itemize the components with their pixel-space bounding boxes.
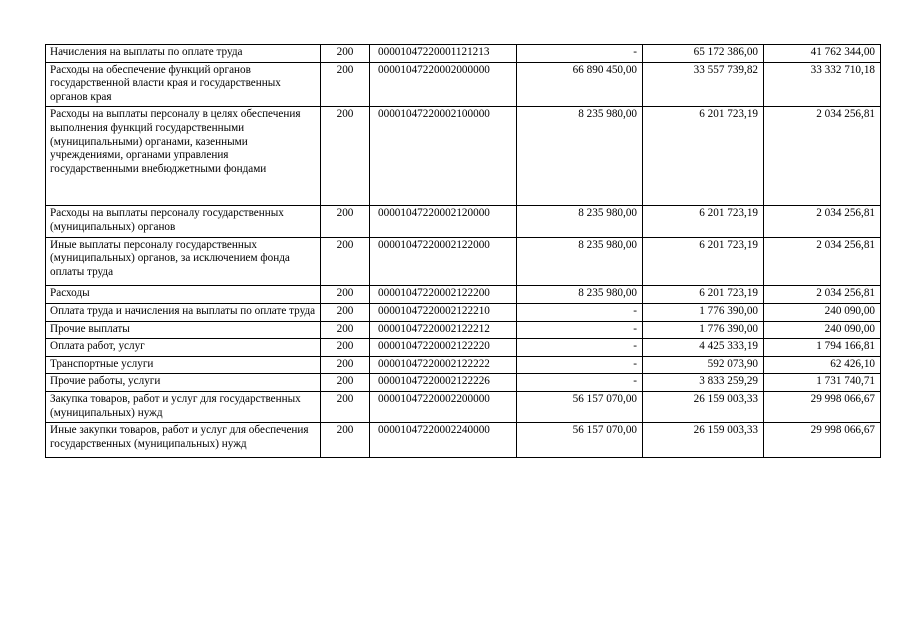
row-budget-code-cell: 00001047220002122212 (370, 321, 517, 339)
row-approved-cell: - (517, 356, 643, 374)
row-approved-cell: - (517, 339, 643, 357)
row-remainder-cell: 41 762 344,00 (764, 45, 881, 63)
table-body (46, 45, 881, 458)
row-name-cell: Иные выплаты персоналу государственных (муниципальных) органов, за исключением фонда оплаты труда (46, 237, 321, 286)
table-row (46, 391, 881, 422)
row-line-code-cell: 200 (321, 321, 370, 339)
table-row (46, 321, 881, 339)
row-approved-cell: - (517, 303, 643, 321)
row-name-cell: Закупка товаров, работ и услуг для государственных (муниципальных) нужд (46, 391, 321, 422)
row-remainder-cell: 2 034 256,81 (764, 286, 881, 304)
row-budget-code-cell: 00001047220001121213 (370, 45, 517, 63)
row-executed-cell: 6 201 723,19 (643, 237, 764, 286)
row-name-cell: Оплата труда и начисления на выплаты по оплате труда (46, 303, 321, 321)
row-executed-cell: 33 557 739,82 (643, 62, 764, 107)
row-executed-cell: 26 159 003,33 (643, 423, 764, 458)
row-budget-code-cell: 00001047220002122200 (370, 286, 517, 304)
row-line-code-cell: 200 (321, 423, 370, 458)
row-line-code-cell: 200 (321, 339, 370, 357)
row-approved-cell: 8 235 980,00 (517, 107, 643, 206)
row-executed-cell: 3 833 259,29 (643, 374, 764, 392)
row-line-code-cell: 200 (321, 391, 370, 422)
row-remainder-cell: 62 426,10 (764, 356, 881, 374)
row-line-code-cell: 200 (321, 374, 370, 392)
row-budget-code-cell: 00001047220002000000 (370, 62, 517, 107)
row-line-code-cell: 200 (321, 286, 370, 304)
row-budget-code-cell: 00001047220002122000 (370, 237, 517, 286)
row-remainder-cell: 2 034 256,81 (764, 237, 881, 286)
row-name-cell: Расходы на выплаты персоналу в целях обеспечения выполнения функций государственными (муниципальными) органами, казенными учреждениями, органами управления государственными внебюджетными фондами (46, 107, 321, 206)
table-row (46, 423, 881, 458)
row-name-cell: Оплата работ, услуг (46, 339, 321, 357)
row-name-cell: Прочие работы, услуги (46, 374, 321, 392)
table-row (46, 237, 881, 286)
row-budget-code-cell: 00001047220002122222 (370, 356, 517, 374)
row-remainder-cell: 1 731 740,71 (764, 374, 881, 392)
row-line-code-cell: 200 (321, 303, 370, 321)
row-line-code-cell: 200 (321, 237, 370, 286)
row-remainder-cell: 1 794 166,81 (764, 339, 881, 357)
table-row (46, 286, 881, 304)
row-budget-code-cell: 00001047220002200000 (370, 391, 517, 422)
table-row (46, 356, 881, 374)
row-budget-code-cell: 00001047220002240000 (370, 423, 517, 458)
row-budget-code-cell: 00001047220002122210 (370, 303, 517, 321)
row-approved-cell: 66 890 450,00 (517, 62, 643, 107)
table-row (46, 62, 881, 107)
row-name-cell: Транспортные услуги (46, 356, 321, 374)
row-name-cell: Иные закупки товаров, работ и услуг для обеспечения государственных (муниципальных) нужд (46, 423, 321, 458)
row-name-cell: Начисления на выплаты по оплате труда (46, 45, 321, 63)
table-row (46, 374, 881, 392)
table-row (46, 107, 881, 206)
row-line-code-cell: 200 (321, 206, 370, 237)
row-approved-cell: - (517, 374, 643, 392)
row-name-cell: Прочие выплаты (46, 321, 321, 339)
table-row (46, 303, 881, 321)
table-row (46, 45, 881, 63)
row-line-code-cell: 200 (321, 45, 370, 63)
row-budget-code-cell: 00001047220002122220 (370, 339, 517, 357)
row-approved-cell: - (517, 45, 643, 63)
row-name-cell: Расходы на выплаты персоналу государственных (муниципальных) органов (46, 206, 321, 237)
row-name-cell: Расходы (46, 286, 321, 304)
row-remainder-cell: 2 034 256,81 (764, 206, 881, 237)
row-budget-code-cell: 00001047220002120000 (370, 206, 517, 237)
row-approved-cell: 8 235 980,00 (517, 237, 643, 286)
row-executed-cell: 1 776 390,00 (643, 321, 764, 339)
row-executed-cell: 6 201 723,19 (643, 286, 764, 304)
table-row (46, 339, 881, 357)
row-line-code-cell: 200 (321, 356, 370, 374)
row-remainder-cell: 33 332 710,18 (764, 62, 881, 107)
row-executed-cell: 6 201 723,19 (643, 206, 764, 237)
row-remainder-cell: 240 090,00 (764, 321, 881, 339)
row-executed-cell: 4 425 333,19 (643, 339, 764, 357)
table-row (46, 206, 881, 237)
row-approved-cell: 8 235 980,00 (517, 286, 643, 304)
row-approved-cell: 8 235 980,00 (517, 206, 643, 237)
row-approved-cell: - (517, 321, 643, 339)
row-name-cell: Расходы на обеспечение функций органов государственной власти края и государственных органов края (46, 62, 321, 107)
row-budget-code-cell: 00001047220002100000 (370, 107, 517, 206)
row-line-code-cell: 200 (321, 107, 370, 206)
row-approved-cell: 56 157 070,00 (517, 391, 643, 422)
row-remainder-cell: 29 998 066,67 (764, 423, 881, 458)
budget-execution-table (45, 44, 881, 458)
row-remainder-cell: 2 034 256,81 (764, 107, 881, 206)
row-remainder-cell: 240 090,00 (764, 303, 881, 321)
row-line-code-cell: 200 (321, 62, 370, 107)
row-executed-cell: 65 172 386,00 (643, 45, 764, 63)
row-approved-cell: 56 157 070,00 (517, 423, 643, 458)
row-executed-cell: 6 201 723,19 (643, 107, 764, 206)
row-executed-cell: 592 073,90 (643, 356, 764, 374)
row-budget-code-cell: 00001047220002122226 (370, 374, 517, 392)
row-executed-cell: 1 776 390,00 (643, 303, 764, 321)
row-remainder-cell: 29 998 066,67 (764, 391, 881, 422)
row-executed-cell: 26 159 003,33 (643, 391, 764, 422)
